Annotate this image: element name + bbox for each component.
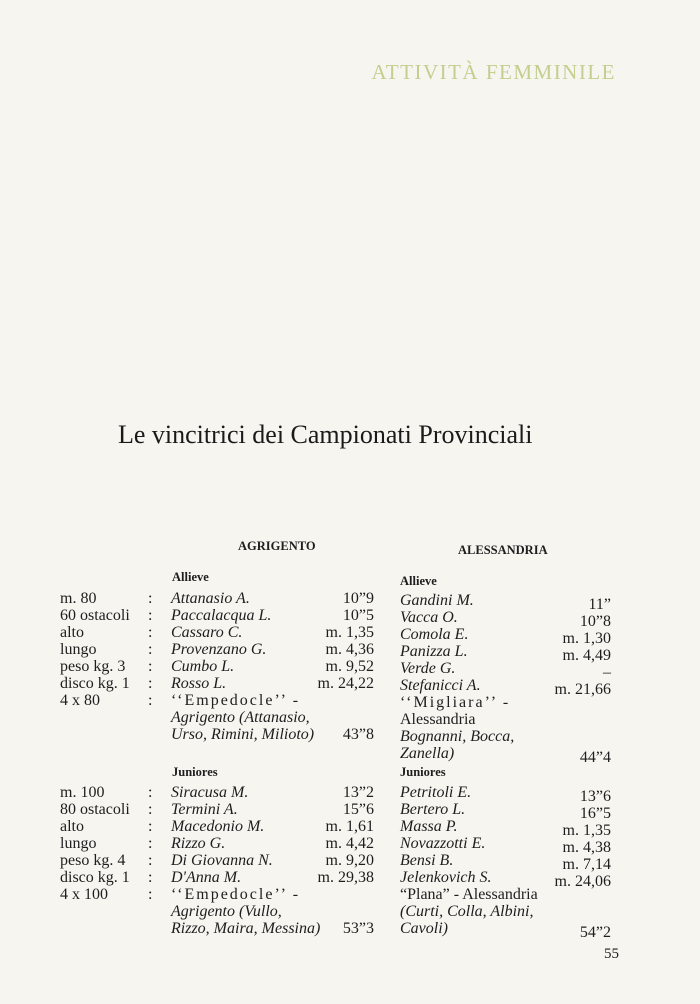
agrigento-juniores-athlete: D'Anna M. [171,869,242,886]
agrigento-allieve-mark: m. 24,22 [317,675,374,692]
agrigento-juniores-colon: : [148,818,153,835]
alessandria-allieve-mark: 11” [588,596,611,613]
alessandria-allieve-mark: 44”4 [579,749,611,766]
alessandria-allieve-athlete: Zanella) [400,745,455,762]
agrigento-allieve-event: lungo [60,641,97,658]
agrigento-juniores-mark: 15”6 [342,801,374,818]
agrigento-allieve-mark: m. 9,52 [325,658,374,675]
agrigento-juniores-athlete: Termini A. [171,801,238,818]
agrigento-juniores-colon: : [148,784,153,801]
alessandria-allieve-mark: m. 4,49 [562,647,611,664]
agrigento-allieve-athlete: Rosso L. [171,675,227,692]
agrigento-allieve-colon: : [148,675,153,692]
alessandria-juniores-athlete: Cavoli) [400,920,448,937]
agrigento-juniores-event: disco kg. 1 [60,869,130,886]
agrigento-allieve-athlete: Provenzano G. [171,641,267,658]
agrigento-allieve-athlete: Urso, Rimini, Milioto) [171,726,315,743]
agrigento-allieve-event: 60 ostacoli [60,607,130,624]
agrigento-juniores-mark: 13”2 [342,784,374,801]
agrigento-juniores-colon: : [148,886,153,903]
agrigento-allieve-event: disco kg. 1 [60,675,130,692]
agrigento-juniores-event: alto [60,818,84,835]
agrigento-juniores-mark: m. 29,38 [317,869,374,886]
agrigento-juniores-colon: : [148,801,153,818]
alessandria-allieve-mark: m. 1,30 [562,630,611,647]
alessandria-juniores-athlete: Bertero L. [400,801,466,818]
alessandria-juniores-mark: m. 7,14 [562,856,611,873]
agrigento-allieve-mark: 10”9 [342,590,374,607]
agrigento-juniores-mark: m. 9,20 [325,852,374,869]
alessandria-juniores-athlete: Petritoli E. [400,784,472,801]
allieve-heading-right: Allieve [400,574,437,588]
alessandria-allieve-athlete: Bognanni, Bocca, [400,728,515,745]
agrigento-juniores-athlete: Rizzo G. [171,835,226,852]
city-heading-alessandria: ALESSANDRIA [458,543,548,557]
agrigento-allieve-colon: : [148,607,153,624]
agrigento-allieve-mark: m. 1,35 [325,624,374,641]
juniores-heading-left: Juniores [172,765,218,779]
alessandria-allieve-athlete: Stefanicci A. [400,677,481,694]
agrigento-juniores-event: lungo [60,835,97,852]
alessandria-allieve-athlete: Comola E. [400,626,469,643]
alessandria-juniores-mark: m. 1,35 [562,822,611,839]
agrigento-allieve-athlete: Cumbo L. [171,658,235,675]
alessandria-allieve-athlete: Panizza L. [400,643,468,660]
agrigento-allieve-athlete: Paccalacqua L. [171,607,272,624]
alessandria-juniores-mark: m. 24,06 [554,873,611,890]
agrigento-allieve-athlete: Agrigento (Attanasio, [171,709,310,726]
agrigento-allieve-event: peso kg. 3 [60,658,126,675]
agrigento-juniores-mark: 53”3 [342,920,374,937]
agrigento-juniores-athlete: Rizzo, Maira, Messina) [171,920,321,937]
agrigento-allieve-athlete: Cassaro C. [171,624,243,641]
agrigento-juniores-athlete: Macedonio M. [171,818,265,835]
agrigento-allieve-athlete: ‘‘Empedocle’’ - [171,692,301,709]
agrigento-juniores-event: 80 ostacoli [60,801,130,818]
agrigento-allieve-colon: : [148,641,153,658]
agrigento-allieve-mark: m. 4,36 [325,641,374,658]
alessandria-allieve-mark: m. 21,66 [554,681,611,698]
alessandria-juniores-mark: 13”6 [579,788,611,805]
agrigento-juniores-mark: m. 4,42 [325,835,374,852]
alessandria-juniores-athlete: Novazzotti E. [400,835,486,852]
agrigento-juniores-colon: : [148,852,153,869]
alessandria-juniores-athlete: Jelenkovich S. [400,869,492,886]
agrigento-juniores-colon: : [148,869,153,886]
page-title: Le vincitrici dei Campionati Provinciali [118,420,533,449]
agrigento-juniores-event: peso kg. 4 [60,852,126,869]
page-number: 55 [604,946,619,962]
agrigento-juniores-athlete: Agrigento (Vullo, [171,903,282,920]
agrigento-juniores-mark: m. 1,61 [325,818,374,835]
agrigento-juniores-athlete: Di Giovanna N. [171,852,273,869]
alessandria-juniores-mark: 54”2 [579,924,611,941]
alessandria-allieve-athlete: Gandini M. [400,592,474,609]
agrigento-allieve-colon: : [148,624,153,641]
agrigento-allieve-colon: : [148,590,153,607]
alessandria-juniores-mark: 16”5 [579,805,611,822]
allieve-heading-left: Allieve [172,570,209,584]
alessandria-juniores-mark: m. 4,38 [562,839,611,856]
alessandria-allieve-mark: 10”8 [579,613,611,630]
alessandria-juniores-athlete: Massa P. [400,818,458,835]
agrigento-allieve-event: 4 x 80 [60,692,100,709]
agrigento-allieve-colon: : [148,658,153,675]
city-heading-agrigento: AGRIGENTO [238,539,316,553]
agrigento-allieve-event: alto [60,624,84,641]
agrigento-allieve-athlete: Attanasio A. [171,590,250,607]
agrigento-juniores-athlete: ‘‘Empedocle’’ - [171,886,301,903]
alessandria-allieve-athlete: Alessandria [400,711,476,728]
agrigento-allieve-event: m. 80 [60,590,97,607]
alessandria-juniores-athlete: “Plana” - Alessandria [400,886,538,903]
agrigento-allieve-mark: 10”5 [342,607,374,624]
alessandria-allieve-athlete: ‘‘Migliara’’ - [400,694,511,711]
alessandria-allieve-athlete: Vacca O. [400,609,458,626]
agrigento-juniores-colon: : [148,835,153,852]
alessandria-allieve-mark: – [603,664,611,681]
alessandria-juniores-athlete: (Curti, Colla, Albini, [400,903,534,920]
agrigento-juniores-event: 4 x 100 [60,886,108,903]
agrigento-juniores-event: m. 100 [60,784,105,801]
agrigento-allieve-colon: : [148,692,153,709]
section-header: ATTIVITÀ FEMMINILE [371,60,616,84]
agrigento-allieve-mark: 43”8 [342,726,374,743]
alessandria-allieve-athlete: Verde G. [400,660,456,677]
alessandria-juniores-athlete: Bensi B. [400,852,454,869]
juniores-heading-right: Juniores [400,765,446,779]
agrigento-juniores-athlete: Siracusa M. [171,784,249,801]
